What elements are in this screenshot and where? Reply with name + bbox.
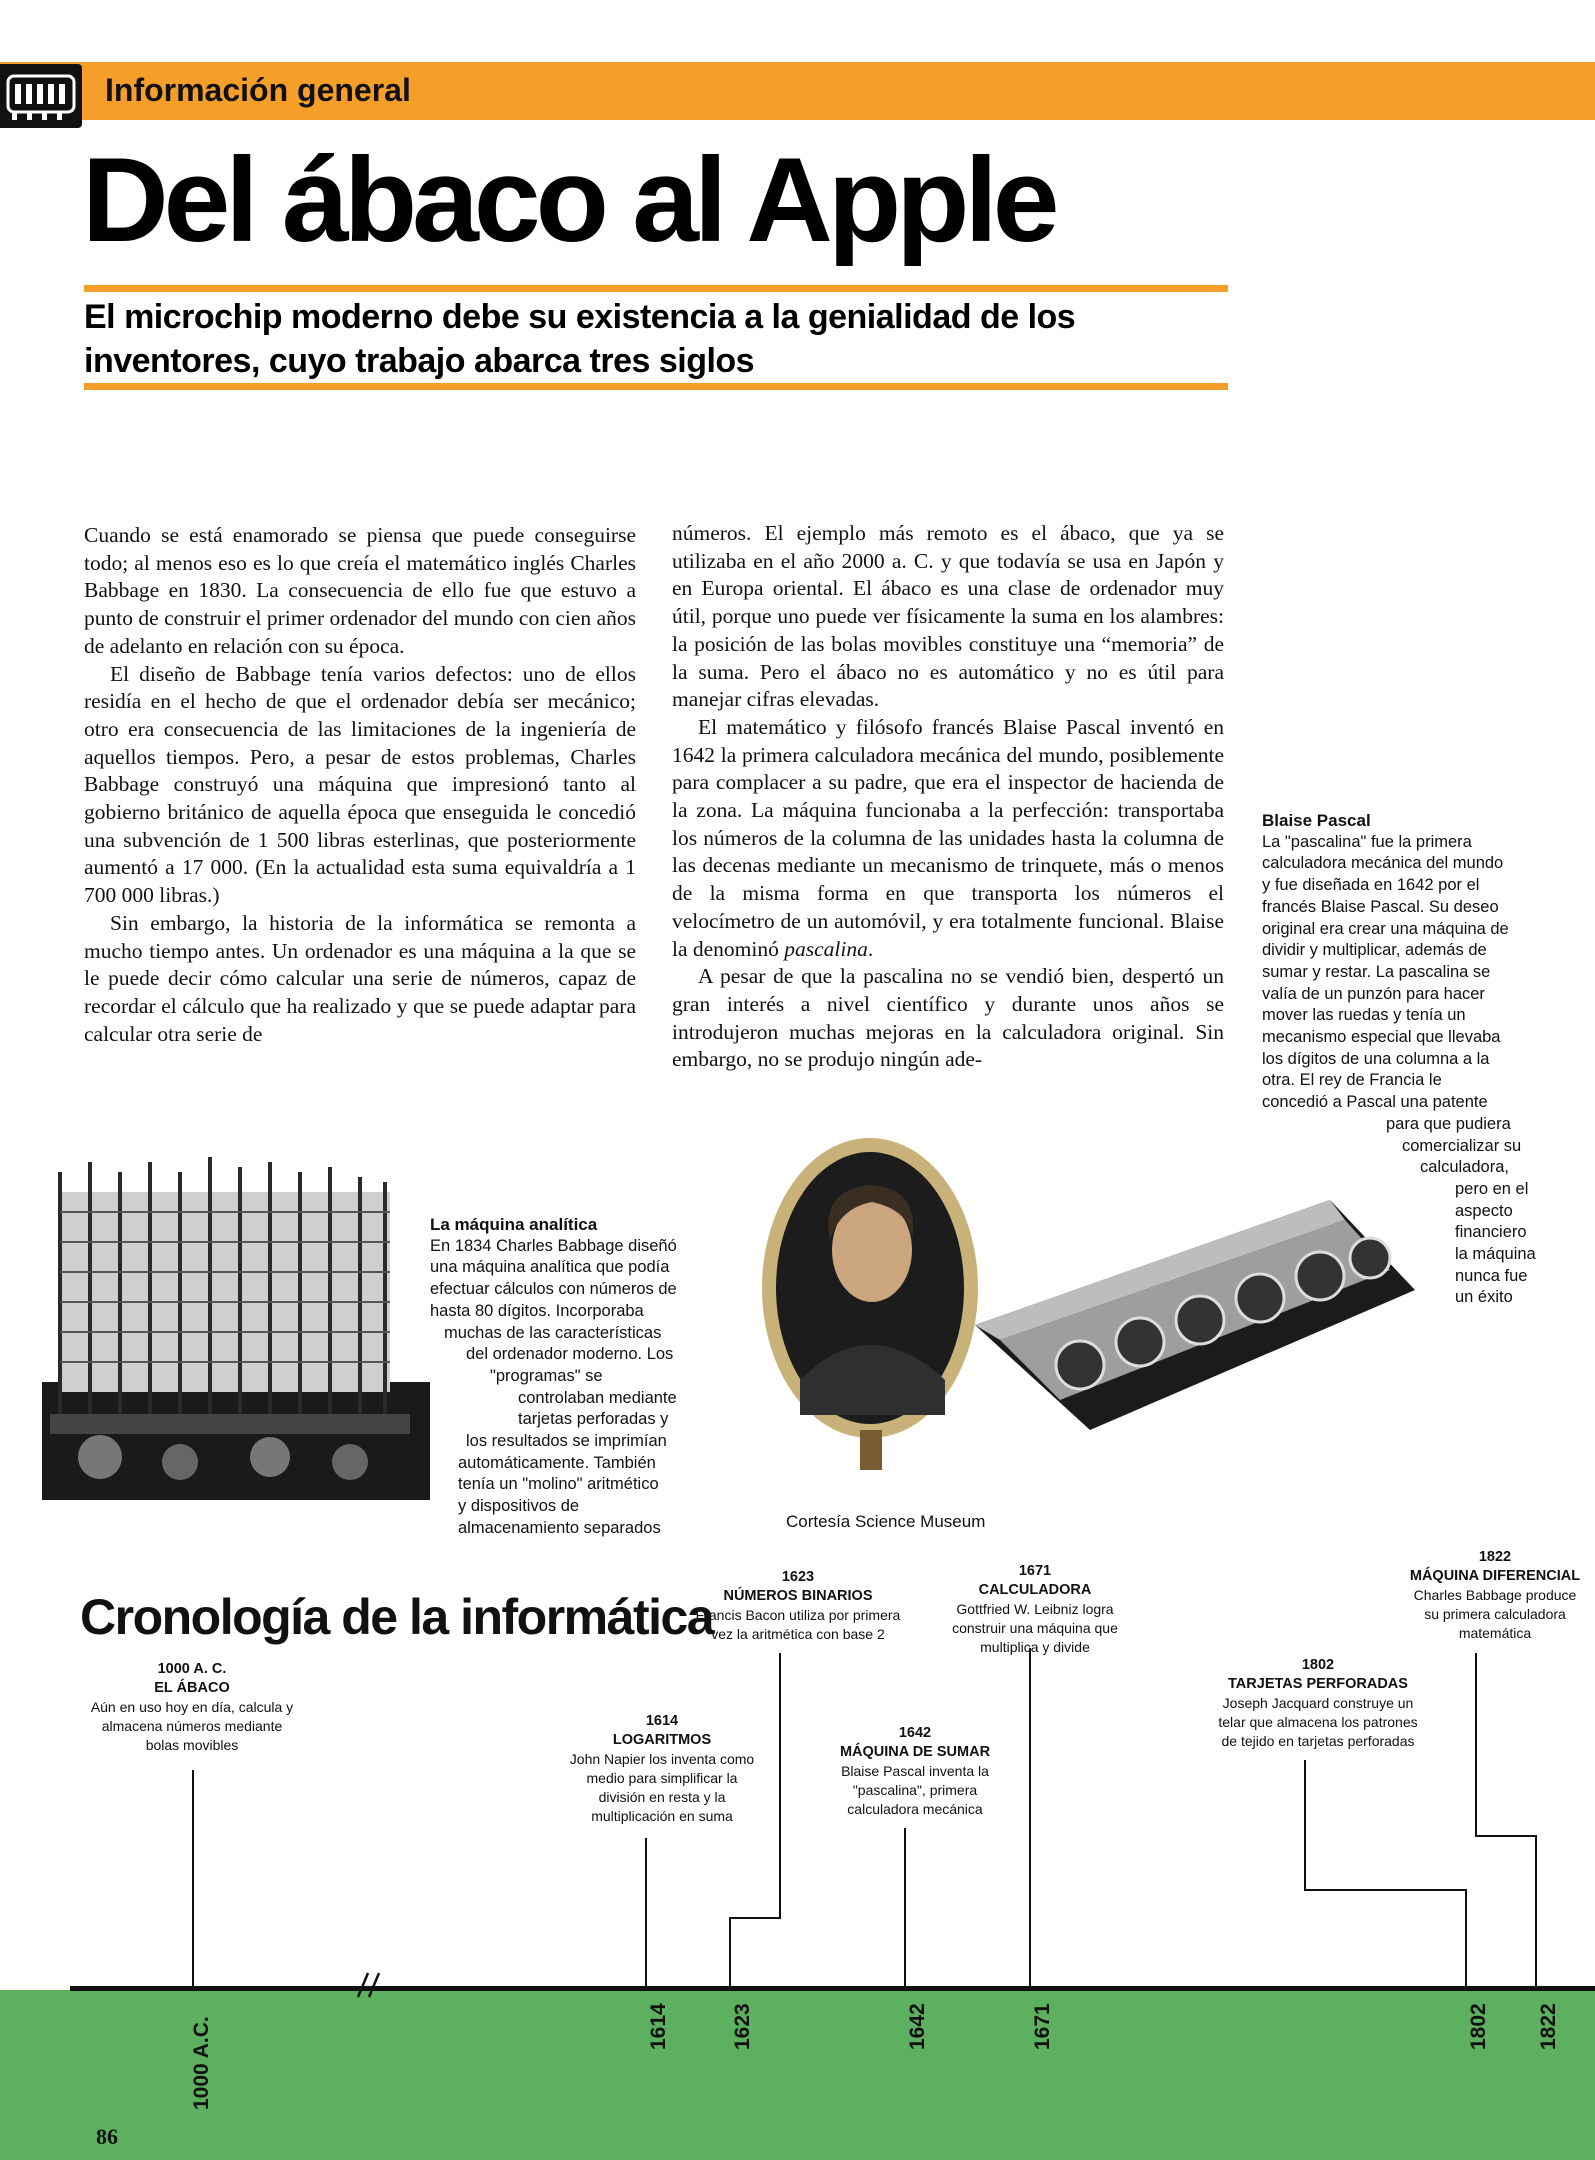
event-title: CALCULADORA	[978, 1582, 1092, 1598]
axis-label-text: 1642	[906, 2003, 929, 2050]
caption-line: la máquina	[1455, 1245, 1536, 1264]
event-title: EL ÁBACO	[154, 1680, 230, 1696]
event-text: matemática	[1458, 1625, 1532, 1641]
caption-title: Blaise Pascal	[1262, 811, 1371, 830]
keyboard-icon	[0, 64, 82, 128]
caption-line: y fue diseñada en 1642 por el	[1262, 876, 1480, 895]
axis-label-text: 1623	[731, 2003, 754, 2050]
event-text: de tejido en tarjetas perforadas	[1221, 1733, 1415, 1749]
event-year: 1614	[645, 1713, 679, 1729]
event-text: bolas movibles	[145, 1737, 239, 1753]
connector-binary	[730, 1653, 780, 1988]
event-year: 1642	[898, 1725, 932, 1741]
article-paragraph: A pesar de que la pascalina no se vendió bien, despertó un gran interés a nivel científico y durante unos años se introdujeron muchas mejoras en la calculadora original. Sin embargo, no se produjo ningún ade-	[672, 964, 1224, 1072]
article-paragraph: El diseño de Babbage tenía varios defectos: uno de ellos residía en el hecho de que el ordenador debía ser mecánico; otro era consecuencia de las limitaciones de la ingeniería de aquellos tiempos. Pero, a pesar de estos problemas, Charles Babbage construyó una máquina que impresionó tanto al gobierno británico de aquella época que enseguida le concedió una subvención de 1 500 libras esterlinas, que posteriormente aumentó a 17 000. (En la actualidad esta suma equivaldría a 1 700 000 libras.)	[84, 661, 636, 908]
caption-line: un éxito	[1455, 1288, 1513, 1307]
pascal-and-pascalina-photo	[760, 1130, 1420, 1510]
caption-line: los resultados se imprimían	[466, 1432, 667, 1451]
event-text: calculadora mecánica	[847, 1801, 983, 1817]
axis-label-text: 1614	[647, 2003, 670, 2050]
event-text: Joseph Jacquard construye un	[1222, 1695, 1414, 1711]
event-title: MÁQUINA DE SUMAR	[839, 1744, 991, 1760]
event-year: 1802	[1301, 1657, 1335, 1673]
caption-line: sumar y restar. La pascalina se	[1262, 962, 1491, 981]
analytical-engine-photo	[30, 1132, 430, 1510]
caption-line: concedió a Pascal una patente	[1262, 1093, 1488, 1112]
caption-line: del ordenador moderno. Los	[466, 1345, 674, 1364]
event-text: multiplica y divide	[980, 1639, 1090, 1655]
caption-line: mover las ruedas y tenía un	[1262, 1006, 1466, 1025]
event-text: Aún en uso hoy en día, calcula y	[90, 1699, 294, 1715]
caption-line: efectuar cálculos con números de	[430, 1280, 677, 1299]
page-subtitle: El microchip moderno debe su existencia a la genialidad de los inventores, cuyo trabajo abarca tres siglos	[84, 298, 1076, 380]
caption-line: nunca fue	[1455, 1266, 1528, 1285]
event-text: división en resta y la	[598, 1789, 726, 1805]
caption-line: financiero	[1455, 1223, 1527, 1242]
caption-line: La "pascalina" fue la primera	[1262, 832, 1472, 851]
event-text: Francis Bacon utiliza por primera	[695, 1607, 901, 1623]
connector-difference-engine	[1476, 1653, 1536, 1988]
axis-label-text: 1000 A.C.	[190, 2016, 213, 2110]
timeline-axis	[70, 1986, 1595, 1991]
caption-line: una máquina analítica que podía	[430, 1258, 670, 1277]
connector-punched-cards	[1305, 1760, 1466, 1988]
event-text: Blaise Pascal inventa la	[841, 1763, 989, 1779]
page-number: 86	[96, 2124, 118, 2149]
article-paragraph-pascal	[672, 714, 1224, 963]
caption-analytical-engine	[430, 1214, 730, 1540]
photo-credit: Cortesía Science Museum	[786, 1512, 986, 1531]
caption-line: los dígitos de una columna a la	[1262, 1049, 1490, 1068]
caption-line: comercializar su	[1402, 1136, 1522, 1155]
event-title: LOGARITMOS	[612, 1732, 712, 1748]
axis-break	[358, 1973, 379, 1997]
article-paragraph: números. El ejemplo más remoto es el ábaco, que ya se utilizaba en el año 2000 a. C. y que todavía se usa en Japón y en Europa oriental. El ábaco es una clase de ordenador muy útil, porque uno puede ver físicamente la suma en los alambres: la posición de las bolas movibles constituye una “memoria” de la suma. Pero el ábaco no es automático y no es útil para manejar cifras elevadas.	[672, 521, 1224, 712]
caption-line: otra. El rey de Francia le	[1262, 1071, 1442, 1090]
title-rule-bottom	[84, 383, 1228, 390]
caption-line: mecanismo especial que llevaba	[1262, 1028, 1501, 1047]
event-title: MÁQUINA DIFERENCIAL	[1409, 1568, 1581, 1584]
caption-line: En 1834 Charles Babbage diseñó	[430, 1236, 677, 1255]
event-text: Gottfried W. Leibniz logra	[956, 1601, 1114, 1617]
sentence-end: .	[867, 936, 874, 961]
caption-line: francés Blaise Pascal. Su deseo	[1262, 897, 1499, 916]
caption-line: y dispositivos de	[458, 1497, 580, 1516]
caption-line: almacenamiento separados	[458, 1518, 661, 1537]
pascalina-term: pascalina	[784, 936, 868, 961]
caption-line: dividir y multiplicar, además de	[1262, 941, 1487, 960]
caption-line: tarjetas perforadas y	[518, 1410, 669, 1429]
article-paragraph: Sin embargo, la historia de la informática se remonta a mucho tiempo antes. Un ordenador es una máquina a la que se le puede decir cómo calcular una serie de números, capaz de recordar el cálculo que ha realizado y que se puede adaptar para calcular otra serie de	[84, 910, 636, 1046]
event-text: John Napier los inventa como	[569, 1751, 755, 1767]
timeline-title: Cronología de la informática	[80, 1589, 714, 1645]
event-year: 1000 A. C.	[157, 1661, 227, 1677]
article-column-right	[672, 520, 1224, 1074]
article-paragraph-text: El matemático y filósofo francés Blaise Pascal inventó en 1642 la primera calculadora mecánica del mundo, posiblemente para complacer a su padre, que era el inspector de hacienda de la zona. La máquina funcionaba a la perfección: transportaba los números de la columna de las unidades hasta la columna de las decenas mediante un mecanismo de trinquete, más o menos de la misma forma en que transporta los números el velocímetro de un automóvil, y era totalmente funcional. Blaise la denominó	[672, 714, 1224, 961]
event-text: su primera calculadora	[1424, 1606, 1566, 1622]
event-text: medio para simplificar la	[586, 1770, 738, 1786]
event-text: telar que almacena los patrones	[1218, 1714, 1418, 1730]
event-text: vez la aritmética con base 2	[711, 1626, 885, 1642]
event-title: TARJETAS PERFORADAS	[1228, 1676, 1408, 1692]
event-year: 1671	[1018, 1563, 1052, 1579]
axis-label-text: 1802	[1467, 2003, 1490, 2050]
caption-line: original era crear una máquina de	[1262, 919, 1509, 938]
pascalina-photo	[975, 1200, 1415, 1430]
caption-title: La máquina analítica	[430, 1215, 598, 1234]
event-text: multiplicación en suma	[591, 1808, 733, 1824]
caption-line: automáticamente. También	[458, 1453, 656, 1472]
article-paragraph: Cuando se está enamorado se piensa que puede conseguirse todo; al menos eso es lo que creía el matemático inglés Charles Babbage en 1830. La consecuencia de ello fue que estuvo a punto de construir el primer ordenador del mundo con cien años de adelanto en relación con su época.	[84, 523, 636, 658]
article-column-left	[84, 522, 636, 1048]
event-text: Charles Babbage produce	[1413, 1587, 1577, 1603]
event-text: "pascalina", primera	[852, 1782, 978, 1798]
section-label: Información general	[105, 72, 411, 108]
caption-line: pero en el	[1455, 1179, 1529, 1198]
timeline-connectors	[0, 1600, 1595, 2020]
caption-line: calculadora,	[1420, 1158, 1509, 1177]
caption-line: muchas de las características	[444, 1323, 662, 1342]
event-year: 1623	[781, 1569, 815, 1585]
event-text: almacena números mediante	[101, 1718, 283, 1734]
axis-label-text: 1671	[1031, 2003, 1054, 2050]
title-rule-top	[84, 285, 1228, 292]
caption-line: aspecto	[1455, 1201, 1513, 1220]
caption-line: tenía un "molino" aritmético	[458, 1475, 659, 1494]
event-title: NÚMEROS BINARIOS	[723, 1588, 873, 1604]
axis-label-text: 1822	[1537, 2003, 1560, 2050]
event-text: construir una máquina que	[952, 1620, 1118, 1636]
caption-line: valía de un punzón para hacer	[1262, 984, 1485, 1003]
event-year: 1822	[1478, 1549, 1512, 1565]
caption-line: "programas" se	[490, 1366, 603, 1385]
caption-line: calculadora mecánica del mundo	[1262, 854, 1504, 873]
caption-line: para que pudiera	[1386, 1114, 1511, 1133]
caption-line: hasta 80 dígitos. Incorporaba	[430, 1301, 644, 1320]
page-title: Del ábaco al Apple	[82, 133, 1055, 267]
caption-line: controlaban mediante	[518, 1388, 677, 1407]
